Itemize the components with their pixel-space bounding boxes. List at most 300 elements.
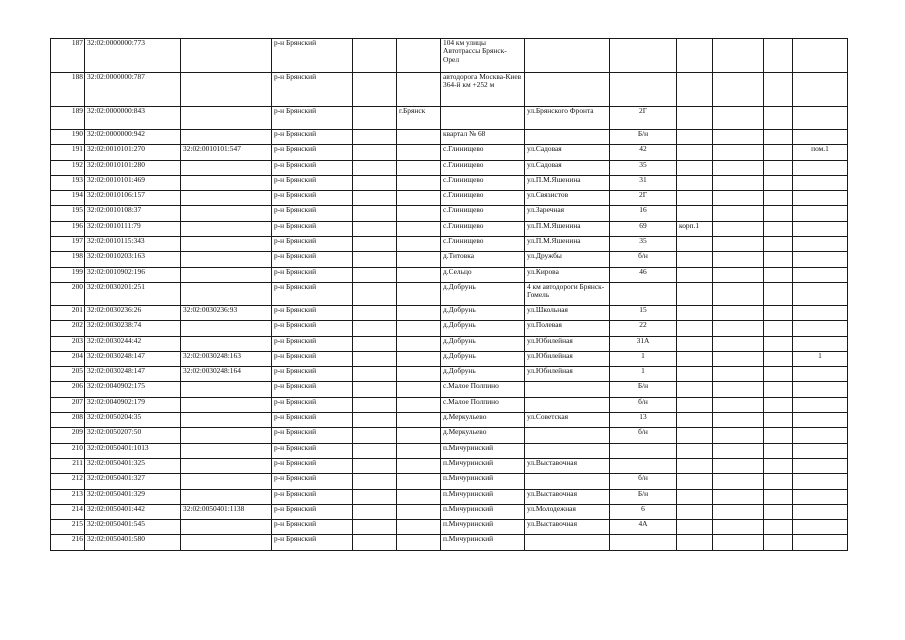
settlement-cell: 104 км улицы Автотрассы Брянск-Орел — [441, 39, 525, 73]
table-row — [51, 252, 848, 267]
table-row — [51, 367, 848, 382]
street-cell: ул.Садовая — [525, 160, 610, 175]
cadastral-number-cell: 32:02:0010101:270 — [85, 145, 181, 160]
row-number-cell: 196 — [51, 221, 85, 236]
street-cell: ул.Кирова — [525, 267, 610, 282]
extra-cell — [713, 221, 764, 236]
city-cell — [397, 504, 441, 519]
district-cell: р-н Брянский — [272, 145, 353, 160]
city-cell — [397, 397, 441, 412]
spacer-cell — [353, 458, 397, 473]
house-number-cell: 1 — [610, 367, 677, 382]
settlement-cell: п.Мичуринский — [441, 489, 525, 504]
table-row — [51, 305, 848, 320]
row-number-cell: 194 — [51, 191, 85, 206]
row-number-cell: 210 — [51, 443, 85, 458]
table-row — [51, 73, 848, 107]
city-cell — [397, 221, 441, 236]
cadastral-number-cell: 32:02:0010106:157 — [85, 191, 181, 206]
premises-cell: пом.1 — [793, 145, 848, 160]
building-cell — [677, 267, 713, 282]
extra-cell — [713, 367, 764, 382]
district-cell: р-н Брянский — [272, 252, 353, 267]
premises-cell — [793, 237, 848, 252]
premises-cell — [793, 39, 848, 73]
row-number-cell: 199 — [51, 267, 85, 282]
building-cell — [677, 206, 713, 221]
street-cell: ул.Школьная — [525, 305, 610, 320]
premises-cell — [793, 252, 848, 267]
building-cell — [677, 397, 713, 412]
row-number-cell: 208 — [51, 413, 85, 428]
spacer-cell — [353, 39, 397, 73]
cadastral-number-cell: 32:02:0000000:843 — [85, 107, 181, 130]
settlement-cell: п.Мичуринский — [441, 520, 525, 535]
house-number-cell: 46 — [610, 267, 677, 282]
premises-cell — [793, 474, 848, 489]
settlement-cell — [441, 107, 525, 130]
premises-cell — [793, 520, 848, 535]
extra-cell — [764, 351, 793, 366]
building-cell — [677, 107, 713, 130]
street-cell: 4 км автодороги Брянск-Гомель — [525, 282, 610, 305]
street-cell — [525, 382, 610, 397]
spacer-cell — [353, 282, 397, 305]
table-row — [51, 397, 848, 412]
extra-cell — [764, 206, 793, 221]
premises-cell — [793, 206, 848, 221]
cadastral-number-cell: 32:02:0010203:163 — [85, 252, 181, 267]
spacer-cell — [353, 252, 397, 267]
cadastral-number-cell: 32:02:0030238:74 — [85, 321, 181, 336]
related-cadastral-number-cell: 32:02:0030248:164 — [181, 367, 272, 382]
street-cell — [525, 39, 610, 73]
cadastral-number-cell: 32:02:0010111:79 — [85, 221, 181, 236]
street-cell: ул.Дружбы — [525, 252, 610, 267]
settlement-cell: п.Мичуринский — [441, 474, 525, 489]
district-cell: р-н Брянский — [272, 321, 353, 336]
building-cell — [677, 191, 713, 206]
district-cell: р-н Брянский — [272, 237, 353, 252]
settlement-cell: с.Глинищево — [441, 237, 525, 252]
row-number-cell: 203 — [51, 336, 85, 351]
spacer-cell — [353, 382, 397, 397]
table-row — [51, 336, 848, 351]
house-number-cell: 15 — [610, 305, 677, 320]
row-number-cell: 188 — [51, 73, 85, 107]
house-number-cell: б/н — [610, 252, 677, 267]
row-number-cell: 212 — [51, 474, 85, 489]
city-cell — [397, 237, 441, 252]
house-number-cell: 16 — [610, 206, 677, 221]
district-cell: р-н Брянский — [272, 160, 353, 175]
building-cell — [677, 382, 713, 397]
premises-cell — [793, 221, 848, 236]
row-number-cell: 191 — [51, 145, 85, 160]
table-row — [51, 351, 848, 366]
related-cadastral-number-cell — [181, 382, 272, 397]
spacer-cell — [353, 397, 397, 412]
city-cell — [397, 160, 441, 175]
house-number-cell: 69 — [610, 221, 677, 236]
extra-cell — [764, 443, 793, 458]
extra-cell — [764, 191, 793, 206]
settlement-cell: д.Добрунь — [441, 351, 525, 366]
settlement-cell: д.Добрунь — [441, 367, 525, 382]
settlement-cell: с.Глинищево — [441, 191, 525, 206]
extra-cell — [713, 397, 764, 412]
settlement-cell: с.Малое Полпино — [441, 382, 525, 397]
settlement-cell: п.Мичуринский — [441, 443, 525, 458]
street-cell: ул.Связистов — [525, 191, 610, 206]
building-cell — [677, 252, 713, 267]
spacer-cell — [353, 206, 397, 221]
extra-cell — [764, 175, 793, 190]
house-number-cell: Б/н — [610, 130, 677, 145]
street-cell: ул.П.М.Яшенина — [525, 237, 610, 252]
extra-cell — [713, 443, 764, 458]
row-number-cell: 213 — [51, 489, 85, 504]
row-number-cell: 207 — [51, 397, 85, 412]
district-cell: р-н Брянский — [272, 221, 353, 236]
extra-cell — [713, 237, 764, 252]
address-registry-table — [50, 38, 848, 551]
house-number-cell: 13 — [610, 413, 677, 428]
spacer-cell — [353, 474, 397, 489]
premises-cell — [793, 321, 848, 336]
city-cell — [397, 413, 441, 428]
premises-cell — [793, 107, 848, 130]
row-number-cell: 197 — [51, 237, 85, 252]
table-row — [51, 39, 848, 73]
premises-cell — [793, 382, 848, 397]
table-row — [51, 458, 848, 473]
premises-cell — [793, 130, 848, 145]
table-row — [51, 191, 848, 206]
extra-cell — [713, 130, 764, 145]
district-cell: р-н Брянский — [272, 443, 353, 458]
street-cell: ул.Юбилейная — [525, 336, 610, 351]
related-cadastral-number-cell — [181, 267, 272, 282]
settlement-cell: д.Добрунь — [441, 282, 525, 305]
related-cadastral-number-cell — [181, 39, 272, 73]
row-number-cell: 215 — [51, 520, 85, 535]
house-number-cell: 2Г — [610, 191, 677, 206]
street-cell: ул.Выставочная — [525, 520, 610, 535]
house-number-cell — [610, 282, 677, 305]
cadastral-number-cell: 32:02:0030201:251 — [85, 282, 181, 305]
extra-cell — [764, 252, 793, 267]
house-number-cell: Б/н — [610, 382, 677, 397]
premises-cell — [793, 458, 848, 473]
city-cell — [397, 351, 441, 366]
house-number-cell: 35 — [610, 237, 677, 252]
district-cell: р-н Брянский — [272, 458, 353, 473]
street-cell: ул.Полевая — [525, 321, 610, 336]
table-row — [51, 474, 848, 489]
district-cell: р-н Брянский — [272, 73, 353, 107]
street-cell: ул.Брянского Фронта — [525, 107, 610, 130]
spacer-cell — [353, 305, 397, 320]
house-number-cell: 31А — [610, 336, 677, 351]
district-cell: р-н Брянский — [272, 282, 353, 305]
spacer-cell — [353, 237, 397, 252]
building-cell — [677, 520, 713, 535]
extra-cell — [764, 160, 793, 175]
cadastral-number-cell: 32:02:0030248:147 — [85, 351, 181, 366]
house-number-cell: 1 — [610, 351, 677, 366]
related-cadastral-number-cell — [181, 443, 272, 458]
table-row — [51, 145, 848, 160]
city-cell — [397, 145, 441, 160]
extra-cell — [713, 191, 764, 206]
building-cell — [677, 474, 713, 489]
city-cell — [397, 367, 441, 382]
settlement-cell: с.Глинищево — [441, 160, 525, 175]
building-cell — [677, 175, 713, 190]
spacer-cell — [353, 175, 397, 190]
premises-cell — [793, 413, 848, 428]
district-cell: р-н Брянский — [272, 351, 353, 366]
row-number-cell: 187 — [51, 39, 85, 73]
building-cell — [677, 237, 713, 252]
related-cadastral-number-cell — [181, 160, 272, 175]
city-cell — [397, 73, 441, 107]
district-cell: р-н Брянский — [272, 428, 353, 443]
street-cell — [525, 474, 610, 489]
related-cadastral-number-cell — [181, 252, 272, 267]
extra-cell — [764, 336, 793, 351]
city-cell — [397, 175, 441, 190]
premises-cell — [793, 160, 848, 175]
building-cell — [677, 504, 713, 519]
district-cell: р-н Брянский — [272, 520, 353, 535]
settlement-cell: д.Добрунь — [441, 336, 525, 351]
row-number-cell: 211 — [51, 458, 85, 473]
related-cadastral-number-cell — [181, 428, 272, 443]
cadastral-number-cell: 32:02:0050401:1013 — [85, 443, 181, 458]
house-number-cell: 35 — [610, 160, 677, 175]
premises-cell — [793, 397, 848, 412]
premises-cell — [793, 267, 848, 282]
house-number-cell — [610, 458, 677, 473]
city-cell — [397, 428, 441, 443]
related-cadastral-number-cell — [181, 237, 272, 252]
related-cadastral-number-cell: 32:02:0030236:93 — [181, 305, 272, 320]
extra-cell — [764, 237, 793, 252]
building-cell — [677, 367, 713, 382]
city-cell — [397, 305, 441, 320]
building-cell — [677, 428, 713, 443]
related-cadastral-number-cell: 32:02:0050401:1138 — [181, 504, 272, 519]
related-cadastral-number-cell — [181, 520, 272, 535]
premises-cell — [793, 175, 848, 190]
house-number-cell: б/н — [610, 397, 677, 412]
table-row — [51, 130, 848, 145]
house-number-cell: 4А — [610, 520, 677, 535]
building-cell — [677, 160, 713, 175]
extra-cell — [713, 145, 764, 160]
premises-cell — [793, 535, 848, 550]
cadastral-number-cell: 32:02:0010108:37 — [85, 206, 181, 221]
district-cell: р-н Брянский — [272, 474, 353, 489]
extra-cell — [713, 489, 764, 504]
house-number-cell — [610, 443, 677, 458]
extra-cell — [764, 145, 793, 160]
building-cell — [677, 443, 713, 458]
related-cadastral-number-cell — [181, 413, 272, 428]
settlement-cell: с.Глинищево — [441, 206, 525, 221]
related-cadastral-number-cell — [181, 107, 272, 130]
cadastral-number-cell: 32:02:0030248:147 — [85, 367, 181, 382]
extra-cell — [764, 520, 793, 535]
building-cell — [677, 321, 713, 336]
settlement-cell: д.Сельцо — [441, 267, 525, 282]
extra-cell — [764, 130, 793, 145]
row-number-cell: 205 — [51, 367, 85, 382]
city-cell — [397, 382, 441, 397]
premises-cell — [793, 443, 848, 458]
district-cell: р-н Брянский — [272, 413, 353, 428]
settlement-cell: с.Глинищево — [441, 175, 525, 190]
extra-cell — [713, 321, 764, 336]
extra-cell — [713, 458, 764, 473]
spacer-cell — [353, 428, 397, 443]
settlement-cell: д.Меркульево — [441, 413, 525, 428]
related-cadastral-number-cell — [181, 321, 272, 336]
district-cell: р-н Брянский — [272, 267, 353, 282]
settlement-cell: с.Глинищево — [441, 145, 525, 160]
settlement-cell: п.Мичуринский — [441, 504, 525, 519]
extra-cell — [764, 367, 793, 382]
cadastral-number-cell: 32:02:0050401:442 — [85, 504, 181, 519]
extra-cell — [713, 175, 764, 190]
extra-cell — [713, 336, 764, 351]
extra-cell — [764, 382, 793, 397]
building-cell — [677, 351, 713, 366]
related-cadastral-number-cell — [181, 489, 272, 504]
street-cell: ул.Выставочная — [525, 489, 610, 504]
related-cadastral-number-cell — [181, 191, 272, 206]
related-cadastral-number-cell — [181, 397, 272, 412]
extra-cell — [713, 107, 764, 130]
spacer-cell — [353, 489, 397, 504]
city-cell — [397, 321, 441, 336]
cadastral-number-cell: 32:02:0040902:179 — [85, 397, 181, 412]
row-number-cell: 204 — [51, 351, 85, 366]
district-cell: р-н Брянский — [272, 489, 353, 504]
city-cell: г.Брянск — [397, 107, 441, 130]
extra-cell — [764, 535, 793, 550]
related-cadastral-number-cell — [181, 336, 272, 351]
building-cell — [677, 489, 713, 504]
table-row — [51, 489, 848, 504]
extra-cell — [713, 252, 764, 267]
district-cell: р-н Брянский — [272, 305, 353, 320]
premises-cell — [793, 191, 848, 206]
city-cell — [397, 191, 441, 206]
table-row — [51, 443, 848, 458]
street-cell: ул.П.М.Яшенина — [525, 221, 610, 236]
spacer-cell — [353, 535, 397, 550]
city-cell — [397, 489, 441, 504]
street-cell: ул.Юбилейная — [525, 351, 610, 366]
row-number-cell: 216 — [51, 535, 85, 550]
cadastral-number-cell: 32:02:0000000:787 — [85, 73, 181, 107]
extra-cell — [764, 504, 793, 519]
extra-cell — [764, 107, 793, 130]
house-number-cell — [610, 535, 677, 550]
building-cell — [677, 535, 713, 550]
city-cell — [397, 130, 441, 145]
spacer-cell — [353, 443, 397, 458]
extra-cell — [713, 504, 764, 519]
city-cell — [397, 252, 441, 267]
extra-cell — [764, 413, 793, 428]
settlement-cell: п.Мичуринский — [441, 458, 525, 473]
row-number-cell: 214 — [51, 504, 85, 519]
table-row — [51, 382, 848, 397]
table-row — [51, 237, 848, 252]
cadastral-number-cell: 32:02:0010101:280 — [85, 160, 181, 175]
table-row — [51, 175, 848, 190]
city-cell — [397, 443, 441, 458]
city-cell — [397, 474, 441, 489]
street-cell: ул.П.М.Яшенина — [525, 175, 610, 190]
extra-cell — [764, 489, 793, 504]
city-cell — [397, 336, 441, 351]
street-cell: ул.Выставочная — [525, 458, 610, 473]
table-row — [51, 535, 848, 550]
building-cell — [677, 282, 713, 305]
street-cell: ул.Молодежная — [525, 504, 610, 519]
street-cell: ул.Советская — [525, 413, 610, 428]
district-cell: р-н Брянский — [272, 535, 353, 550]
settlement-cell: квартал № 68 — [441, 130, 525, 145]
cadastral-number-cell: 32:02:0050401:329 — [85, 489, 181, 504]
cadastral-number-cell: 32:02:0010902:196 — [85, 267, 181, 282]
street-cell: ул.Садовая — [525, 145, 610, 160]
cadastral-number-cell: 32:02:0050207:50 — [85, 428, 181, 443]
cadastral-number-cell: 32:02:0000000:773 — [85, 39, 181, 73]
house-number-cell: 2Г — [610, 107, 677, 130]
table-row — [51, 160, 848, 175]
row-number-cell: 195 — [51, 206, 85, 221]
table-row — [51, 413, 848, 428]
district-cell: р-н Брянский — [272, 504, 353, 519]
city-cell — [397, 520, 441, 535]
spacer-cell — [353, 351, 397, 366]
table-body — [51, 39, 848, 551]
extra-cell — [764, 39, 793, 73]
extra-cell — [764, 474, 793, 489]
spacer-cell — [353, 107, 397, 130]
settlement-cell: д.Титовка — [441, 252, 525, 267]
building-cell — [677, 130, 713, 145]
table-row — [51, 321, 848, 336]
city-cell — [397, 39, 441, 73]
extra-cell — [764, 458, 793, 473]
related-cadastral-number-cell: 32:02:0010101:547 — [181, 145, 272, 160]
street-cell — [525, 73, 610, 107]
cadastral-number-cell: 32:02:0010101:469 — [85, 175, 181, 190]
house-number-cell: б/н — [610, 428, 677, 443]
premises-cell — [793, 336, 848, 351]
extra-cell — [713, 428, 764, 443]
extra-cell — [713, 351, 764, 366]
house-number-cell: Б/н — [610, 489, 677, 504]
cadastral-number-cell: 32:02:0050401:580 — [85, 535, 181, 550]
